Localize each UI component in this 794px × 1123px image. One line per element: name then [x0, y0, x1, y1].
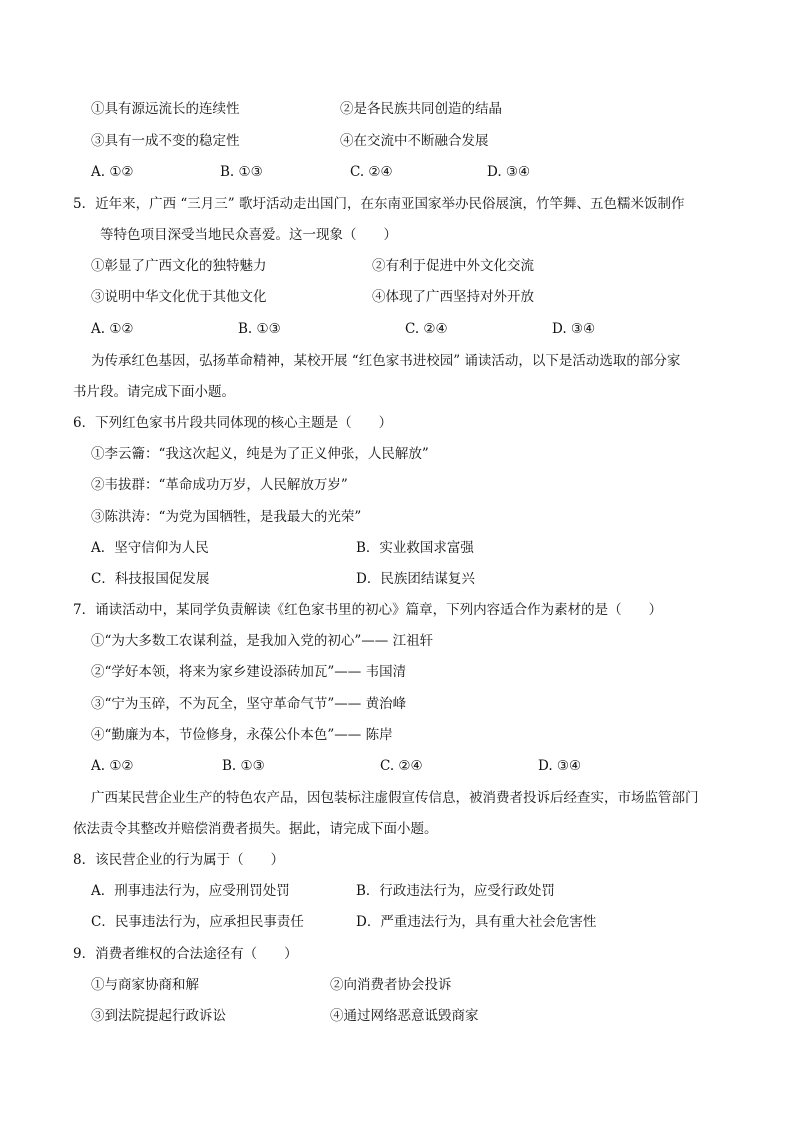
q6-option-a: A．坚守信仰为人民 — [91, 540, 209, 556]
q5-option-b: B. ①③ — [238, 321, 281, 337]
material2-line1: 广西某民营企业生产的特色农产品，因包装标注虚假宣传信息，被消费者投诉后经查实，市场监管部门 — [91, 790, 699, 806]
q9-statement-2: ②向消费者协会投诉 — [330, 977, 452, 993]
q4-option-a: A. ①② — [91, 164, 134, 180]
q5-statement-4: ④体现了广西坚持对外开放 — [372, 289, 534, 305]
q7-statement-3: ③“宁为玉碎，不为瓦全，坚守革命气节”—— 黄治峰 — [91, 696, 407, 712]
q7-option-c: C. ②④ — [380, 758, 423, 774]
q7-statement-4: ④“勤廉为本，节俭修身，永葆公仆本色”—— 陈岸 — [91, 727, 393, 743]
q4-option-b: B. ①③ — [220, 164, 263, 180]
q5-stem-line1: 5．近年来，广西 “三月三” 歌圩活动走出国门，在东南亚国家举办民俗展演，竹竿舞、五色糯米饭制作 — [73, 196, 685, 212]
q7-option-b: B. ①③ — [222, 758, 265, 774]
material1-line2: 书片段。请完成下面小题。 — [73, 384, 235, 400]
q4-statement-2: ②是各民族共同创造的结晶 — [340, 101, 502, 117]
q6-option-b: B．实业救国求富强 — [356, 540, 474, 556]
q4-statement-1: ①具有源远流长的连续性 — [91, 101, 240, 117]
q8-option-a: A．刑事违法行为，应受刑罚处罚 — [91, 883, 290, 899]
q9-statement-1: ①与商家协商和解 — [91, 977, 199, 993]
q7-option-d: D. ③④ — [538, 758, 582, 774]
q5-option-a: A. ①② — [91, 321, 134, 337]
q7-statement-2: ②“学好本领，将来为家乡建设添砖加瓦”—— 韦国清 — [91, 664, 407, 680]
q4-statement-4: ④在交流中不断融合发展 — [340, 133, 489, 149]
q9-stem: 9．消费者维权的合法途径有（ ） — [73, 946, 298, 962]
material2-line2: 依法责令其整改并赔偿消费者损失。据此，请完成下面小题。 — [73, 821, 438, 837]
q4-option-d: D. ③④ — [487, 164, 531, 180]
q7-statement-1: ①“为大多数工农谋利益，是我加入党的初心”—— 江祖轩 — [91, 633, 434, 649]
q8-stem: 8．该民营企业的行为属于（ ） — [73, 852, 285, 868]
q5-option-c: C. ②④ — [405, 321, 448, 337]
q5-stem-line2: 等特色项目深受当地民众喜爱。这一现象（ ） — [100, 227, 397, 243]
q5-statement-3: ③说明中华文化优于其他文化 — [91, 289, 267, 305]
q6-statement-3: ③陈洪涛：“为党为国牺牲，是我最大的光荣” — [91, 509, 362, 525]
q7-option-a: A. ①② — [91, 758, 134, 774]
q6-option-c: C．科技报国促发展 — [91, 571, 210, 587]
q5-option-d: D. ③④ — [552, 321, 596, 337]
q9-statement-4: ④通过网络恶意诋毁商家 — [330, 1008, 479, 1024]
q5-statement-2: ②有利于促进中外文化交流 — [372, 258, 534, 274]
q6-statement-1: ①李云籥：“我这次起义，纯是为了正义伸张，人民解放” — [91, 446, 429, 462]
q7-stem: 7．诵读活动中，某同学负责解读《红色家书里的初心》篇章，下列内容适合作为素材的是（ ） — [73, 602, 663, 618]
q8-option-b: B．行政违法行为，应受行政处罚 — [356, 883, 555, 899]
q6-option-d: D．民族团结谋复兴 — [356, 571, 475, 587]
material1-line1: 为传承红色基因，弘扬革命精神，某校开展 “红色家书进校园” 诵读活动，以下是活动选取的部分家 — [91, 353, 681, 369]
q6-stem: 6．下列红色家书片段共同体现的核心主题是（ ） — [73, 415, 393, 431]
q8-option-d: D．严重违法行为，具有重大社会危害性 — [356, 914, 597, 930]
q8-option-c: C．民事违法行为，应承担民事责任 — [91, 914, 304, 930]
q4-statement-3: ③具有一成不变的稳定性 — [91, 133, 240, 149]
q9-statement-3: ③到法院提起行政诉讼 — [91, 1008, 226, 1024]
q4-option-c: C. ②④ — [350, 164, 393, 180]
q5-statement-1: ①彰显了广西文化的独特魅力 — [91, 258, 267, 274]
q6-statement-2: ②韦拔群：“革命成功万岁，人民解放万岁” — [91, 477, 348, 493]
